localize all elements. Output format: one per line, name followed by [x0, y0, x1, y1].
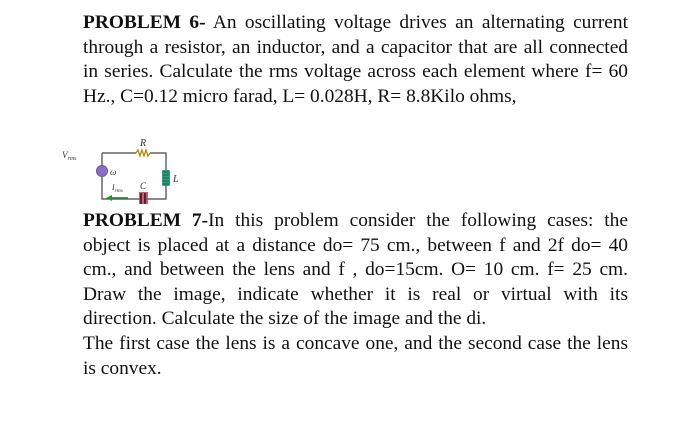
- resistor-symbol: [136, 150, 150, 156]
- rlc-circuit-diagram: [60, 132, 200, 204]
- problem-7-paragraph: [83, 209, 628, 332]
- ac-source-symbol: [97, 166, 108, 177]
- current-label: $I_{rms}$: [112, 183, 123, 194]
- source-label: $V_{rms}$: [62, 150, 77, 162]
- inductor-label: L: [173, 174, 179, 185]
- omega-label: ω: [110, 167, 117, 177]
- current-arrow-head: [106, 195, 112, 201]
- problem-7-text: In this problem consider the following cases: the object is placed at a distance do= 75 cm., between f and 2f do= 40 cm., and between the lens and f , do=15cm. O= 10 cm. f= 25 cm. Draw the image, indicate whether it is real or virtual with its direction. Calculate the size of the image and the di.: [83, 210, 628, 330]
- problem-7-heading: PROBLEM 7-: [83, 210, 209, 231]
- problem-6-text: An oscillating voltage drives an alternating current through a resistor, an inductor, and a capacitor that are all connected in series. Calculate the rms voltage across each element where f= 60 Hz., C=0.12 micro farad, L= 0.028H, R= 8.8Kilo ohms,: [83, 12, 628, 107]
- problem-7-lens-note: The first case the lens is a concave one, and the second case the lens is convex.: [83, 333, 628, 379]
- problem-6-heading: PROBLEM 6-: [83, 12, 206, 33]
- resistor-label: R: [140, 138, 147, 149]
- capacitor-label: C: [140, 181, 147, 191]
- problem-6-paragraph: [83, 11, 628, 109]
